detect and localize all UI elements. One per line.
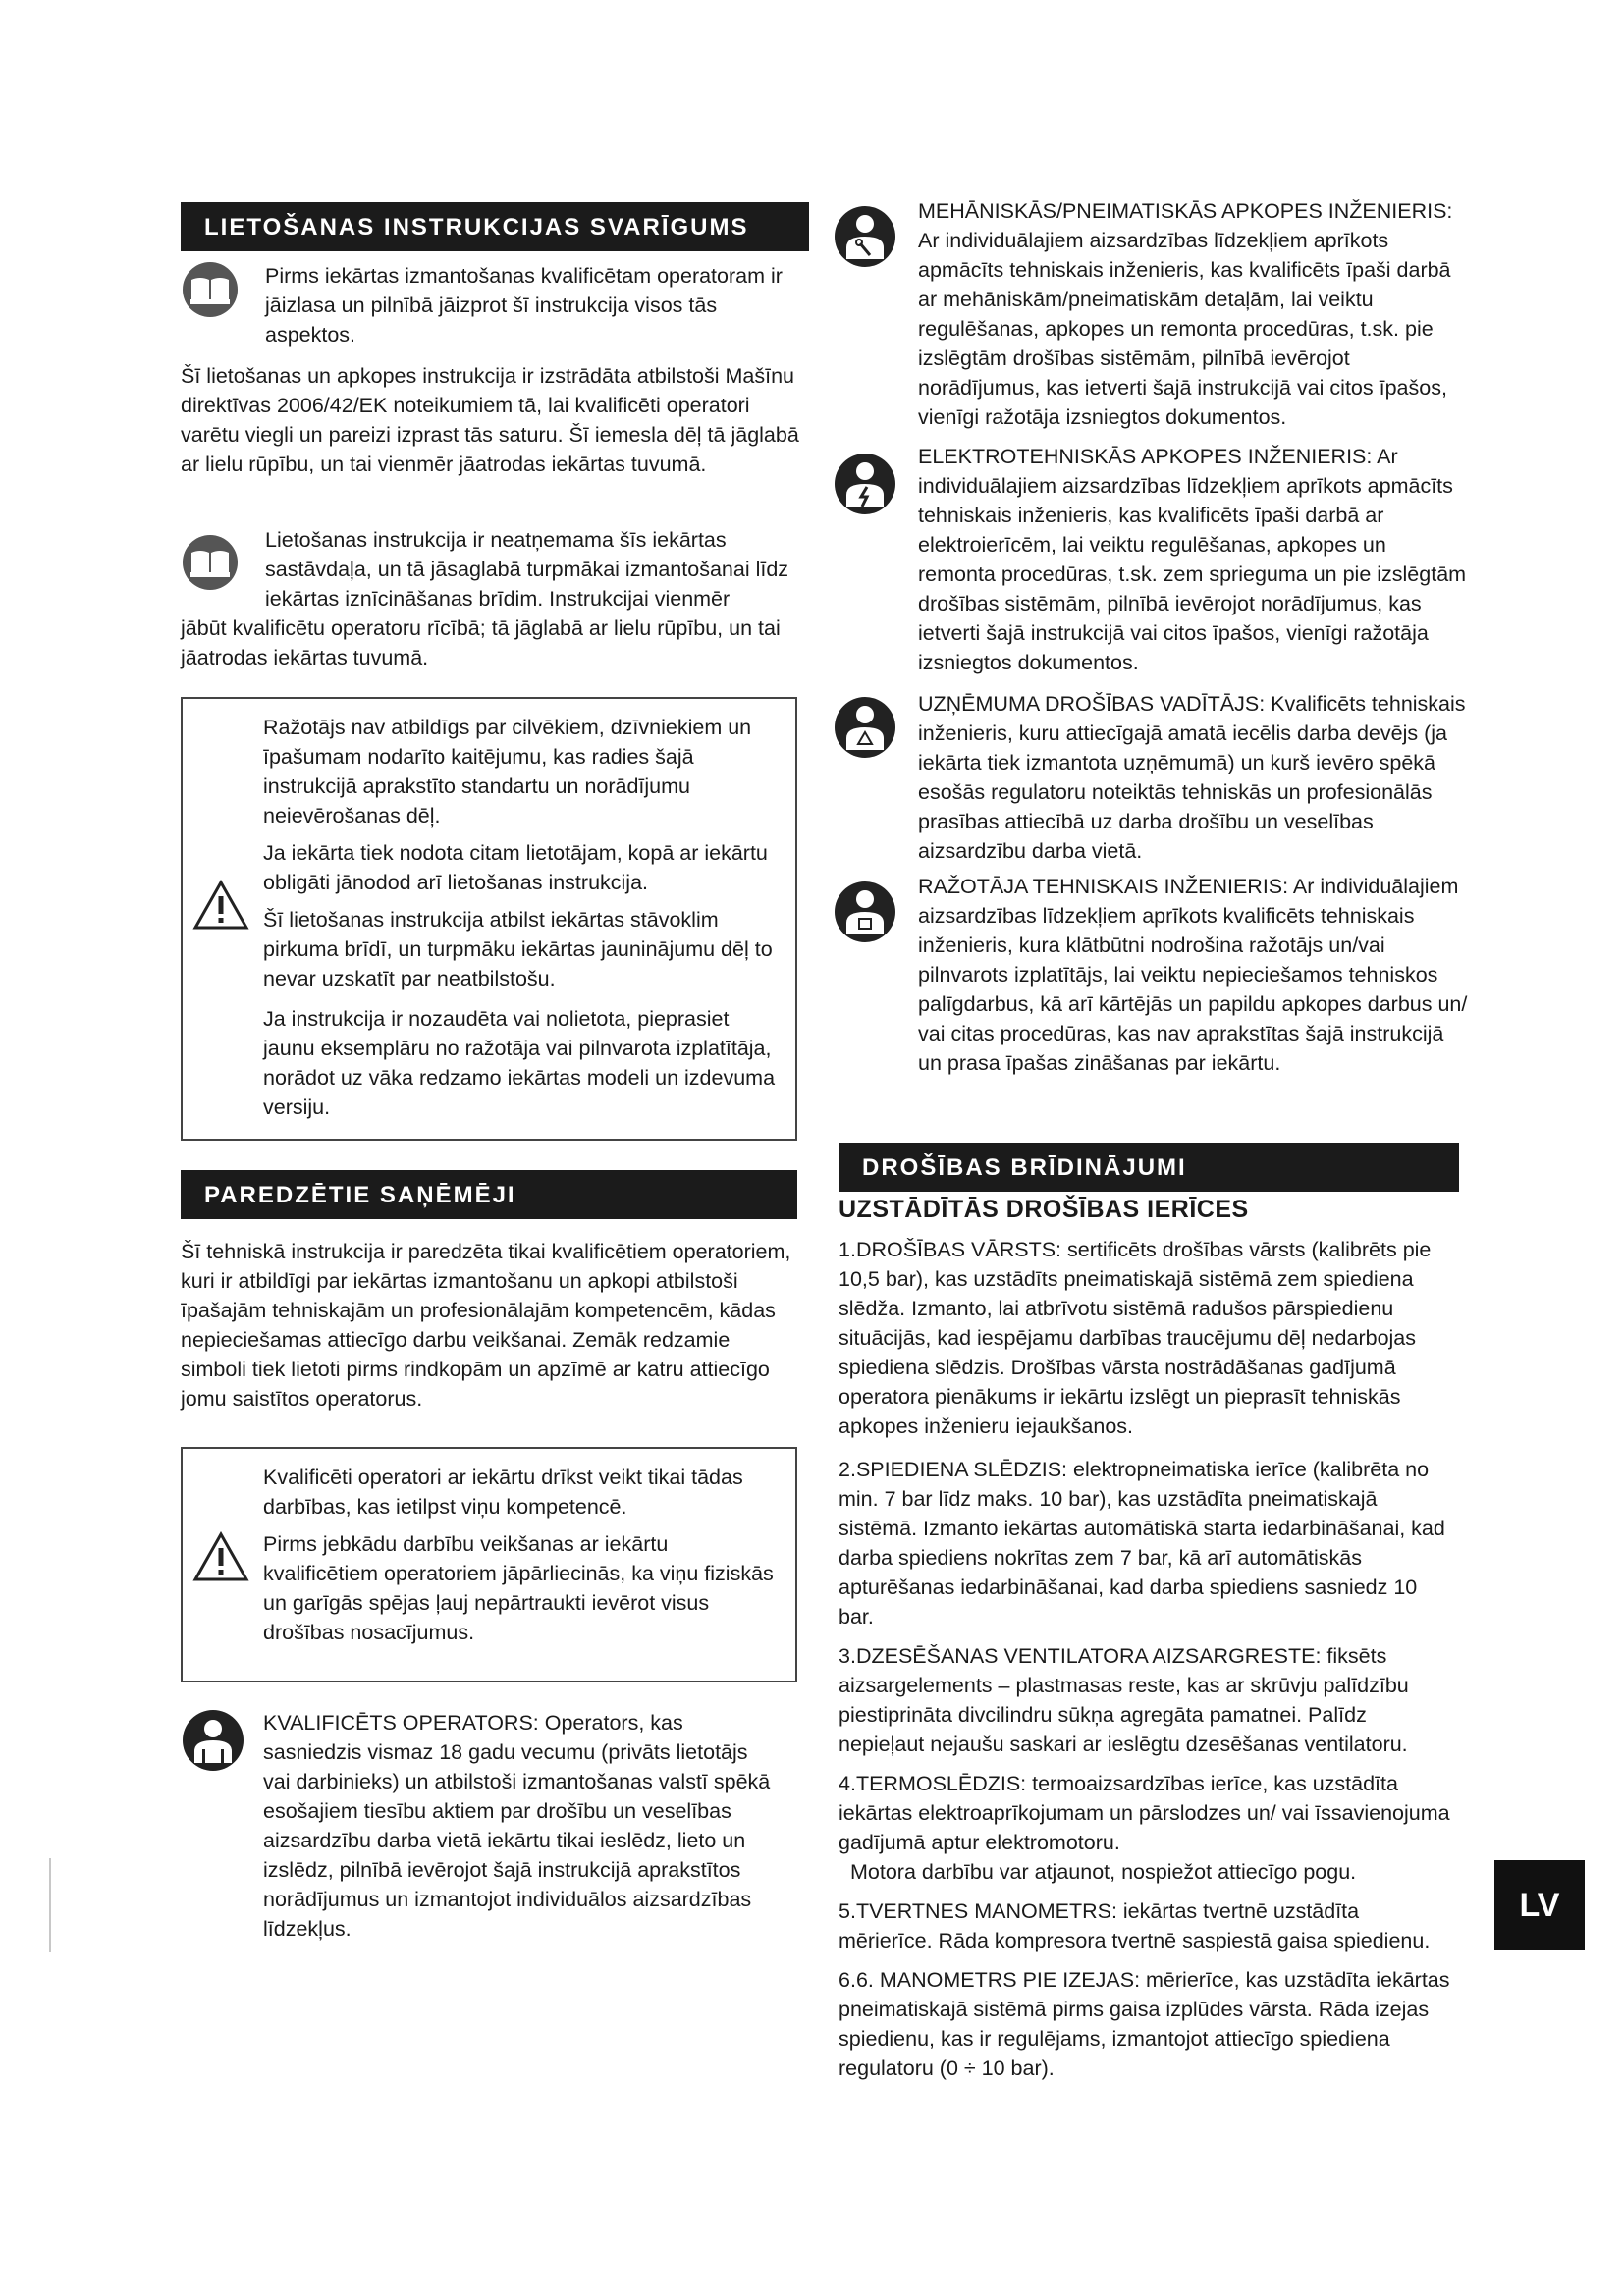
operator-mechanical: MEHĀNISKĀS/PNEIMATISKĀS APKOPES INŽENIERIS: Ar individuālajiem aizsardzības līdzekļiem aprīkots apmācīts tehniskais inženieris, kas kvalificēts īpaši darbā ar mehāniskām/pneimatiskām detaļām, lai veiktu regulēšanas, apkopes un remonta procedūras, t.sk. pie izslēgtām drošības sistēmām, pilnībā ievērojot norādījumus, kas ietverti šajā instrukcijā vai citos īpašos, vienīgi ražotāja izsniegtos dokumentos. bbox=[918, 199, 1453, 429]
warning-lost-copy: Ja instrukcija ir nozaudēta vai nolietota, pieprasiet jaunu eksemplāru no ražotāja vai pilnvarota izplatītāja, norādot uz vāka redzamo iekārtas modeli un izdevuma versiju. bbox=[263, 1007, 776, 1119]
warning-transfer: Ja iekārta tiek nodota citam lietotājam, kopā ar iekārtu obligāti jānodod arī lietošanas instrukcija. bbox=[263, 841, 768, 894]
book-icon bbox=[181, 260, 240, 319]
device-item-5 bbox=[839, 1896, 1457, 1955]
operator-qualified: KVALIFICĒTS OPERATORS: Operators, kas sasniedzis vismaz 18 gadu vecumu (privāts lietotājs vai darbinieks) un atbilstoši izmantošanas valstī spēkā esošajiem tiesību aktiem par drošību un veselības aizsardzību darba vietā iekārtu tikai ieslēdz, lieto un izslēdz, pilnībā ievērojot šajā instrukcijā aprakstītos norādījumus un izmantojot individuālos aizsardzības līdzekļus. bbox=[263, 1711, 771, 1941]
warning-capabilities: Pirms jebkādu darbību veikšanas ar iekārtu kvalificētiem operatoriem jāpārliecinās, ka viņu fiziskās un garīgās spējas ļauj nepārtraukti ievērot visus drošības nosacījumus. bbox=[263, 1532, 774, 1644]
item-number: 3. bbox=[839, 1644, 856, 1668]
section-title-importance: LIETOŠANAS INSTRUKCIJAS SVARĪGUMS bbox=[181, 202, 809, 251]
section-title-recipients: PAREDZĒTIE SAŅĒMĒJI bbox=[181, 1170, 797, 1219]
paragraph-read-before: Pirms iekārtas izmantošanas kvalificētam operatoram ir jāizlasa un pilnībā jāizprot šī instrukcija visos tās aspektos. bbox=[265, 264, 783, 347]
item-number: 6. bbox=[839, 1968, 856, 1992]
item-text: DZESĒŠANAS VENTILATORA AIZSARGRESTE: fiksēts aizsargelements – plastmasas reste, kas ar skrūvju palīdzību piestiprināta divcilindru sūkņa agregāta pamatnei. Palīdz nepieļaut nejaušu saskari ar ieslēgtu dzesēšanas ventilatoru. bbox=[839, 1644, 1409, 1756]
paragraph-integral-part-cont: jābūt kvalificētu operatoru rīcībā; tā jāglabā ar lielu rūpību, un tai jāatrodas iekārtas tuvumā. bbox=[181, 616, 781, 669]
warning-triangle-icon bbox=[192, 1531, 249, 1582]
item-text: TERMOSLĒDZIS: termoaizsardzības ierīce, kas uzstādīta iekārtas elektroaprīkojumam un pārslodzes un/ vai īssavienojuma gadījumā aptur elektromotoru. bbox=[839, 1772, 1450, 1854]
device-item-6 bbox=[839, 1965, 1457, 2083]
paragraph-integral-part: Lietošanas instrukcija ir neatņemama šīs iekārtas sastāvdaļa, un tā jāsaglabā turpmākai izmantošanai līdz iekārtas iznīcināšanas brīdim. Instrukcijai vienmēr bbox=[265, 528, 789, 611]
language-badge: LV bbox=[1494, 1860, 1585, 1950]
warning-liability: Ražotājs nav atbildīgs par cilvēkiem, dzīvniekiem un īpašumam nodarīto kaitējumu, kas radies šajā instrukcijā aprakstīto standartu un norādījumu neievērošanas dēļ. bbox=[263, 716, 752, 828]
item-number: 5. bbox=[839, 1899, 856, 1923]
safety-manager-icon bbox=[833, 695, 897, 760]
item-text: TVERTNES MANOMETRS: iekārtas tvertnē uzstādīta mērierīce. Rāda kompresora tvertnē saspiestā gaisa spiedienu. bbox=[839, 1899, 1431, 1952]
item-number: 1. bbox=[839, 1238, 856, 1261]
margin-line bbox=[49, 1858, 51, 1952]
device-item-3 bbox=[839, 1641, 1457, 1759]
manufacturer-engineer-icon bbox=[833, 880, 897, 944]
paragraph-recipients: Šī tehniskā instrukcija ir paredzēta tikai kvalificētiem operatoriem, kuri ir atbildīgi par iekārtas izmantošanu un apkopi atbilstoši īpašajām tehniskajām un profesionālajām kompetencēm, kādas nepieciešamas attiecīgo darbu veikšanai. Zemāk redzamie simboli tiek lietoti pirms rindkopām un apzīmē ar katru attiecīgo jomu saistītos operatorus. bbox=[181, 1240, 791, 1411]
warning-state: Šī lietošanas instrukcija atbilst iekārtas stāvoklim pirkuma brīdī, un turpmāku iekārtas jauninājumu dēļ to nevar uzskatīt par neatbilstošu. bbox=[263, 908, 773, 990]
warning-triangle-icon bbox=[192, 880, 249, 931]
item-text: SPIEDIENA SLĒDZIS: elektropneimatiska ierīce (kalibrēta no min. 7 bar līdz maks. 10 bar), kas uzstādīta pneimatiskajā sistēmā. Izmanto iekārtas automātiskā starta iedarbināšanai, kad darba spiediens nokrītas zem 7 bar, kā arī automātiskās apturēšanas iedarbināšanai, kad darba spiediens sasniedz 10 bar. bbox=[839, 1458, 1445, 1629]
operator-safety-manager: UZŅĒMUMA DROŠĪBAS VADĪTĀJS: Kvalificēts tehniskais inženieris, kuru attiecīgajā amatā iecēlis darba devējs (ja iekārta tiek izmantota uzņēmumā) un kurš ievēro spēkā esošās regulatoru noteiktās tehniskās un profesionālās prasības attiecībā uz darba drošību un veselības aizsardzību darba vietā. bbox=[918, 692, 1466, 863]
paragraph-directive: Šī lietošanas un apkopes instrukcija ir izstrādāta atbilstoši Mašīnu direktīvas 2006/42/EK noteikumiem tā, lai kvalificēti operatori varētu viegli un pareizi izprast tās saturu. Šī iemesla dēļ tā jāglabā ar lielu rūpību, un tai vienmēr jāatrodas iekārtas tuvumā. bbox=[181, 364, 799, 476]
device-item-1 bbox=[839, 1235, 1457, 1441]
item-text: 6. MANOMETRS PIE IZEJAS: mērierīce, kas uzstādīta iekārtas pneimatiskajā sistēmā pirms gaisa izplūdes vārsta. Rāda izejas spiedienu, kas ir regulējams, izmantojot attiecīgo spiediena regulatoru (0 ÷ 10 bar). bbox=[839, 1968, 1450, 2080]
item-extra-text: Motora darbību var atjaunot, nospiežot attiecīgo pogu. bbox=[850, 1860, 1357, 1884]
operator-icon bbox=[181, 1708, 245, 1773]
device-item-2 bbox=[839, 1455, 1457, 1631]
mechanic-icon bbox=[833, 204, 897, 269]
operator-manufacturer: RAŽOTĀJA TEHNISKAIS INŽENIERIS: Ar individuālajiem aizsardzības līdzekļiem aprīkots kvalificēts tehniskais inženieris, kura klātbūtni nodrošina ražotājs un/vai pilnvarots izplatītājs, lai veiktu nepieciešamos tehniskos palīgdarbus, kā arī kārtējās un papildu apkopes darbus un/ vai citas procedūras, kas nav aprakstītas šajā instrukcijā un prasa īpašas zināšanas par iekārtu. bbox=[918, 875, 1468, 1075]
item-number: 2. bbox=[839, 1458, 856, 1481]
section-title-safety: DROŠĪBAS BRĪDINĀJUMI bbox=[839, 1143, 1459, 1192]
book-icon bbox=[181, 533, 240, 592]
item-text: DROŠĪBAS VĀRSTS: sertificēts drošības vārsts (kalibrēts pie 10,5 bar), kas uzstādīts pneimatiskajā sistēmā zem spiediena slēdža. Izmanto, lai atbrīvotu sistēmā radušos pārspiedienu situācijās, kad iespējamu darbības traucējumu dēļ nedarbojas spiediena slēdzis. Drošības vārsta nostrādāšanas gadījumā operatora pienākums ir iekārtu izslēgt un pieprasīt tehniskās apkopes inženieru iejaukšanos. bbox=[839, 1238, 1432, 1438]
electrician-icon bbox=[833, 452, 897, 516]
device-item-4 bbox=[839, 1769, 1457, 1887]
item-number: 4. bbox=[839, 1772, 856, 1795]
subheading-devices: UZSTĀDĪTĀS DROŠĪBAS IERĪCES bbox=[839, 1196, 1249, 1223]
warning-competence: Kvalificēti operatori ar iekārtu drīkst veikt tikai tādas darbības, kas ietilpst viņu kompetencē. bbox=[263, 1466, 743, 1519]
operator-electrical: ELEKTROTEHNISKĀS APKOPES INŽENIERIS: Ar individuālajiem aizsardzības līdzekļiem aprīkots apmācīts tehniskais inženieris, kas kvalificēts īpaši darbā ar elektroierīcēm, lai veiktu regulēšanas, apkopes un remonta procedūras, t.sk. zem sprieguma un pie izslēgtām drošības sistēmām, pilnībā ievērojot norādījumus, kas ietverti šajā instrukcijā vai citos īpašos, vienīgi ražotāja izsniegtos dokumentos. bbox=[918, 445, 1467, 674]
